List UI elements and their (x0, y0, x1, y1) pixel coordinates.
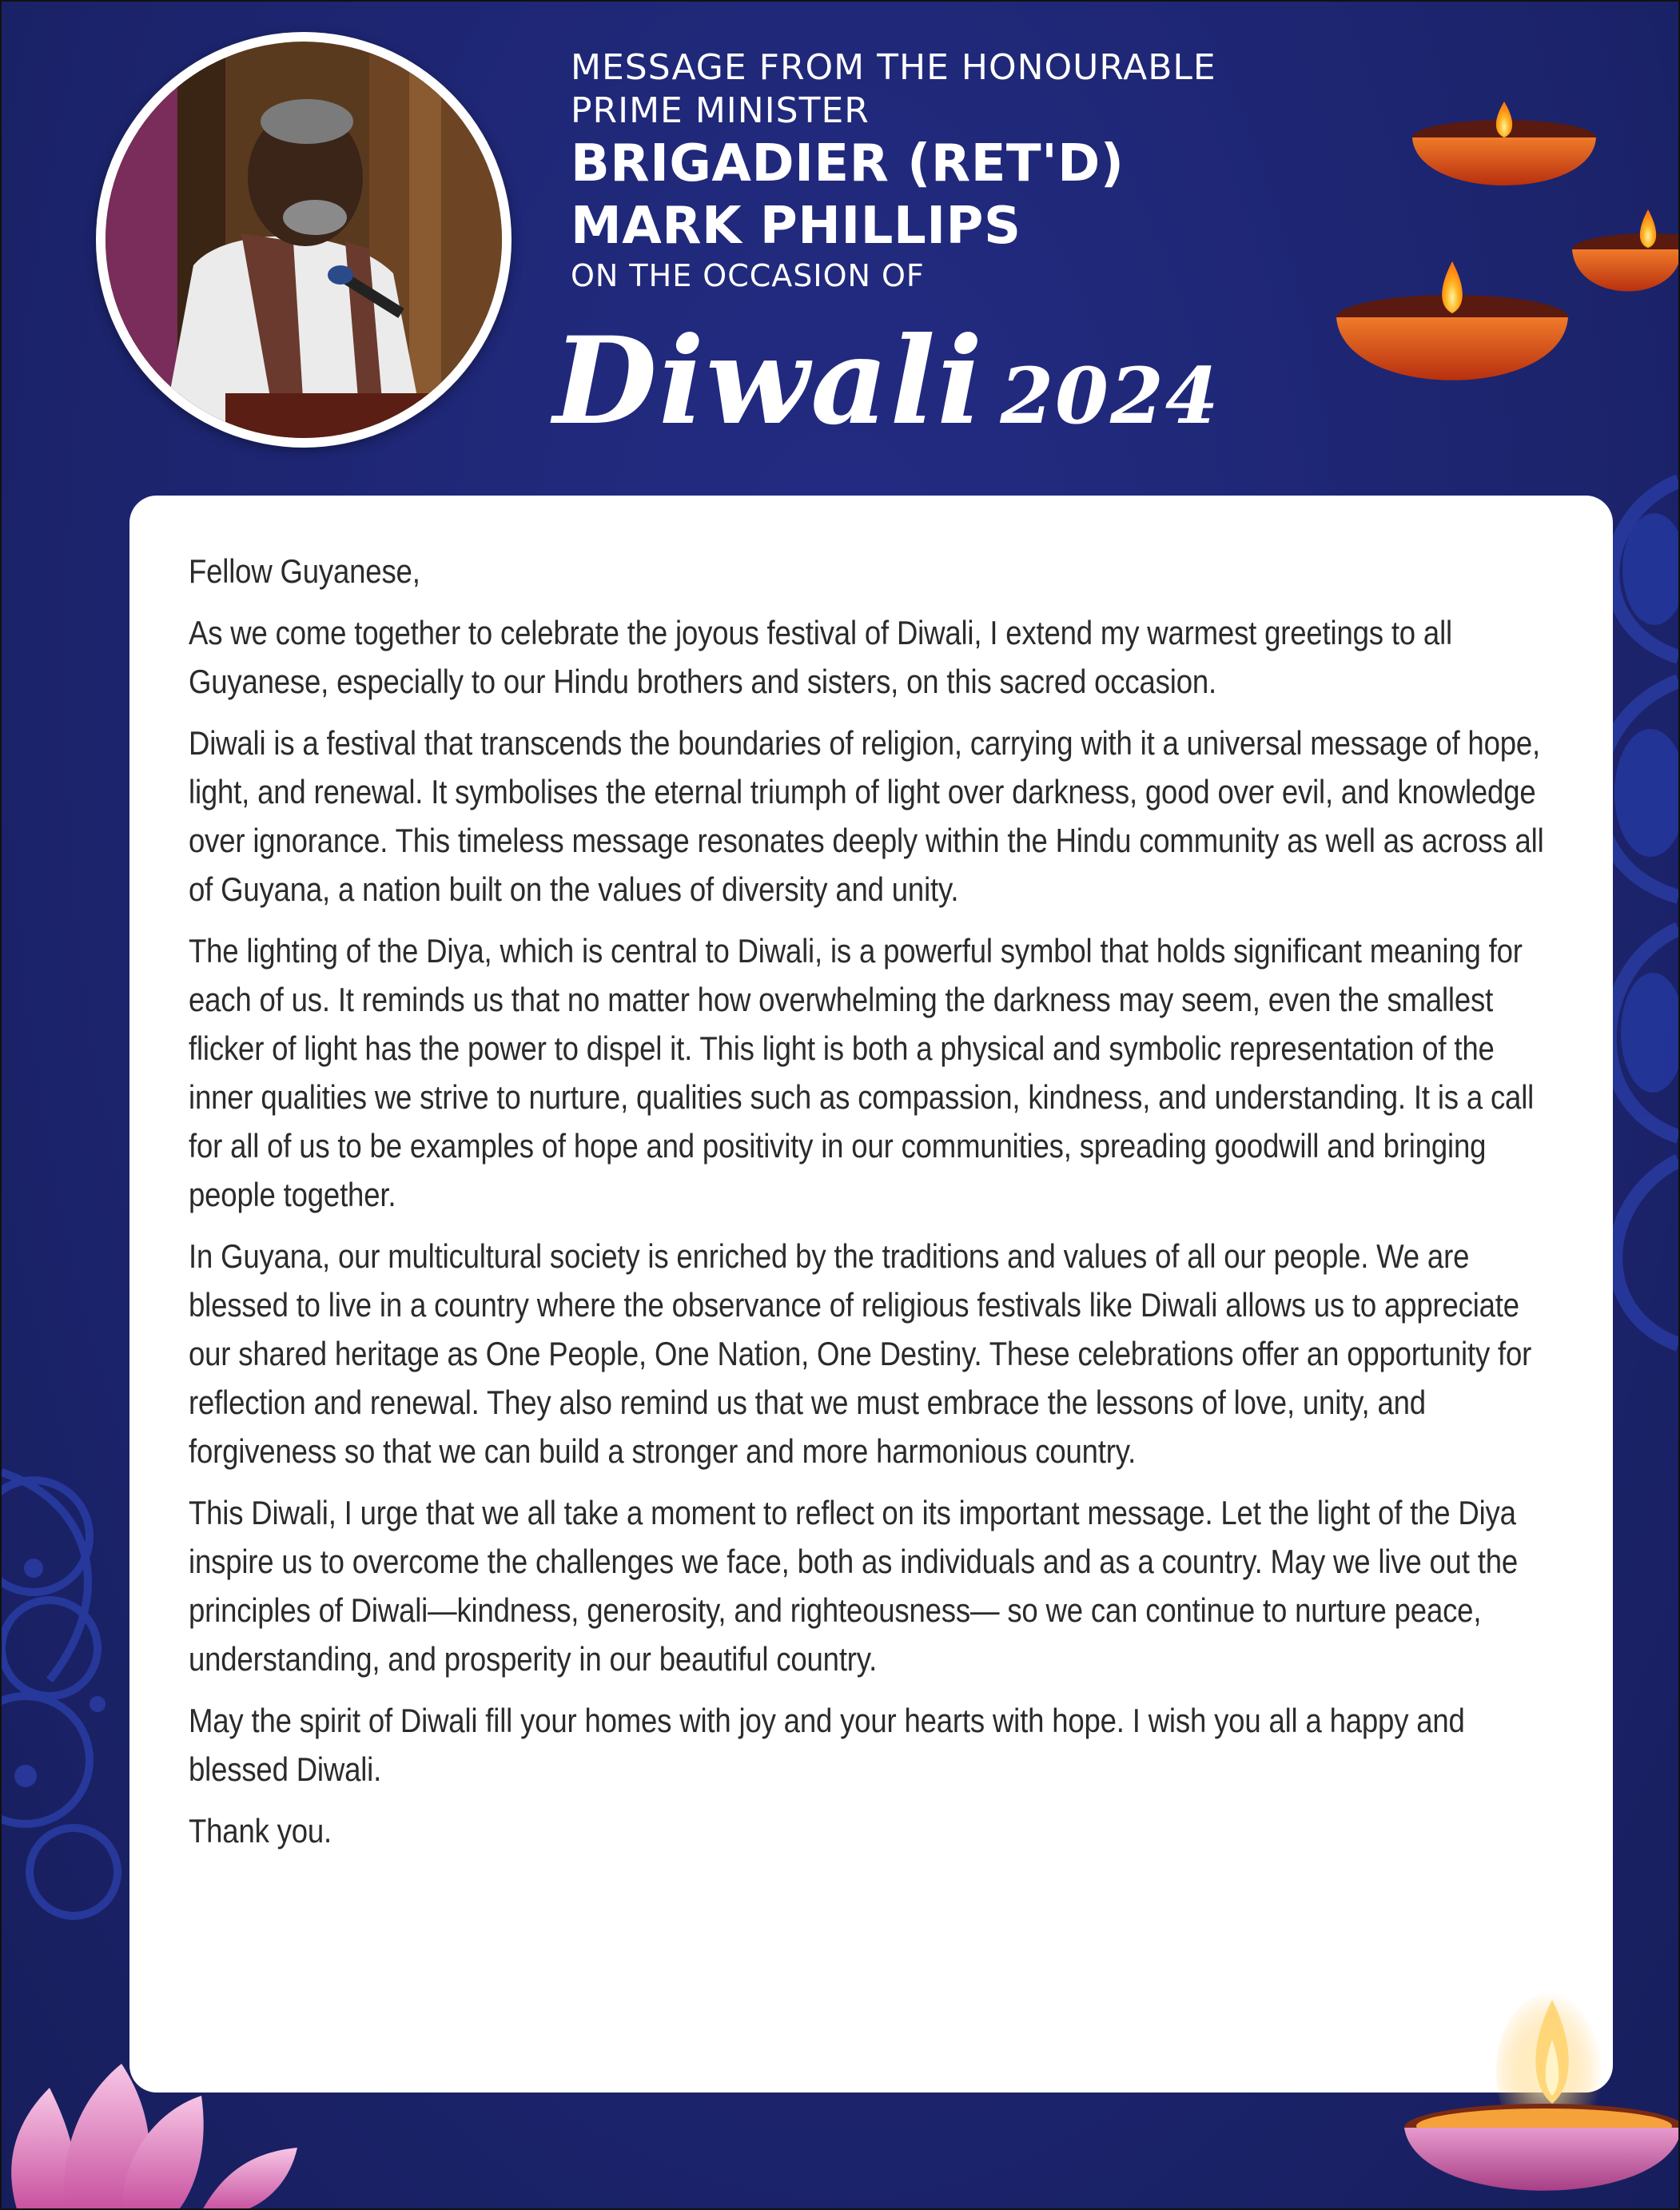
letter-paragraph: The lighting of the Diya, which is central to Diwali, is a powerful symbol that holds significant meaning for each of us. It reminds us that no matter how overwhelming the darkness may seem, even the smallest flicker of light has the power to dispel it. This light is both a physical and symbolic representation of the inner qualities we strive to nurture, qualities such as compassion, kindness, and understanding. It is a call for all of us to be examples of hope and positivity in our communities, spreading goodwill and bringing people together. (189, 932, 1535, 1213)
festival-name: Diwali (553, 311, 985, 452)
lotus-flower-icon (2, 2032, 321, 2210)
festival-title (553, 305, 1220, 472)
prime-minister-portrait (96, 32, 512, 448)
letter-paragraph: In Guyana, our multicultural society is enriched by the traditions and values of all our people. We are blessed to live in a country where the observance of religious festivals like Diwali allows us to appreciate our shared heritage as One People, One Nation, One Destiny. These celebrations offer an opportunity for reflection and renewal. They also remind us that we must embrace the lessons of love, unity, and forgiveness so that we can build a stronger and more harmonious country. (189, 1237, 1532, 1470)
message-header (571, 46, 1290, 294)
diya-lamp-icon (1392, 1992, 1680, 2210)
letter-paragraph: Diwali is a festival that transcends the boundaries of religion, carrying with it a universal message of hope, light, and renewal. It symbolises the eternal triumph of light over darkness, good over evil, and knowledge over ignorance. This timeless message resonates deeply within the Hindu community as well as across all of Guyana, a nation built on the values of diversity and unity. (189, 724, 1544, 908)
minister-name-line-2: MARK PHILLIPS (571, 197, 1021, 256)
letter-paragraph: May the spirit of Diwali fill your homes with joy and your hearts with hope. I wish you all a happy and blessed Diwali. (189, 1702, 1465, 1788)
message-letter (129, 496, 1613, 2093)
header-line-1: MESSAGE FROM THE HONOURABLE (571, 47, 1216, 88)
salutation: Fellow Guyanese, (189, 552, 420, 590)
minister-name-line-1: BRIGADIER (RET'D) (571, 134, 1125, 193)
letter-paragraph: This Diwali, I urge that we all take a moment to reflect on its important message. Let the light of the Diya inspire us to overcome the challenges we face, both as individuals and as a country. May we live out the principles of Diwali—kindness, generosity, and righteousness— so we can continue to nurture peace, understanding, and prosperity in our beautiful country. (189, 1494, 1519, 1678)
occasion-label: ON THE OCCASION OF (571, 258, 925, 293)
festival-year: 2024 (1000, 351, 1220, 441)
diya-lamp-icon (1312, 90, 1680, 441)
letter-paragraph: As we come together to celebrate the joyous festival of Diwali, I extend my warmest greetings to all Guyanese, especially to our Hindu brothers and sisters, on this sacred occasion. (189, 614, 1452, 700)
closing: Thank you. (189, 1812, 332, 1850)
header-line-2: PRIME MINISTER (571, 90, 870, 131)
